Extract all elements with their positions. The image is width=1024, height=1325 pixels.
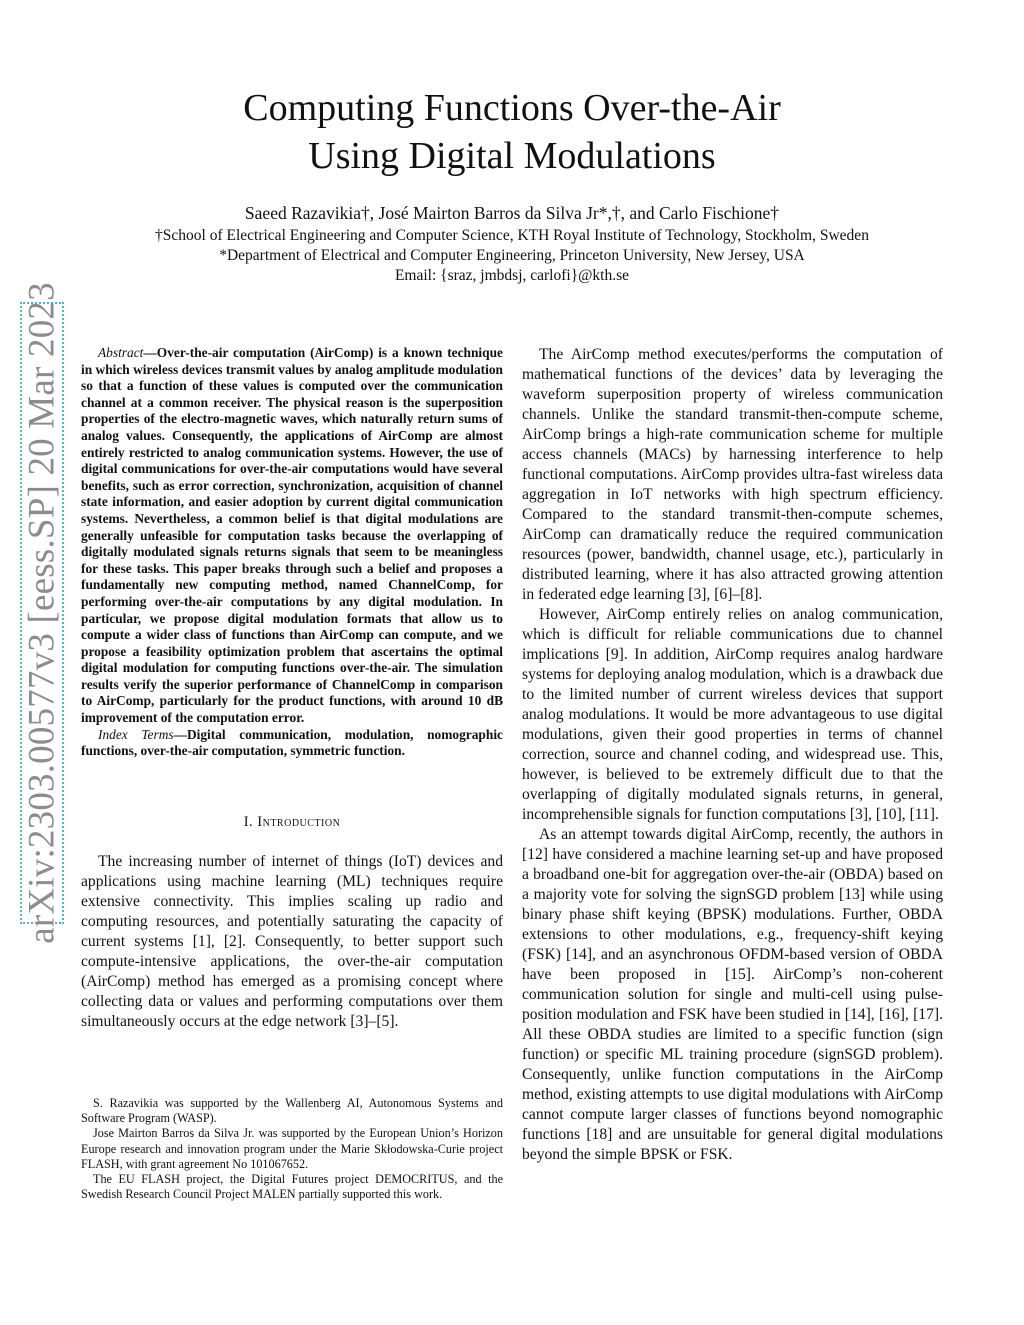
arxiv-stamp[interactable]: arXiv:2303.00577v3 [eess.SP] 20 Mar 2023 [21,282,63,944]
affiliation-kth: †School of Electrical Engineering and Computer Science, KTH Royal Institute of Technology, Stockholm, Sweden [155,227,869,244]
footnote-1: S. Razavikia was supported by the Wallenberg AI, Autonomous Systems and Software Program (WASP). [81,1096,503,1126]
title-line-1: Computing Functions Over-the-Air [243,87,781,129]
right-column [522,345,943,1165]
affiliation-princeton: *Department of Electrical and Computer Engineering, Princeton University, New Jersey, USA [219,247,805,264]
footnote-3: The EU FLASH project, the Digital Futures project DEMOCRITUS, and the Swedish Research Council Project MALEN partially supported this work. [81,1172,503,1202]
right-paragraph-2: However, AirComp entirely relies on analog communication, which is difficult for reliable communications due to channel implications [9]. In addition, AirComp requires analog hardware systems for deploying analog modulation, which is a drawback due to the limited number of current wireless devices that support analog modulations. It would be more advantageous to use digital modulations, given their good properties in terms of channel correction, source and channel coding, and widespread use. This, however, is believed to be extremely difficult due to that the overlapping of digitally modulated signals returns, in general, incomprehensible signals for function computations [3], [10], [11]. [522,606,943,823]
index-terms-label: Index Terms [98,726,174,742]
intro-paragraph: The increasing number of internet of things (IoT) devices and applications using machine learning (ML) techniques require extensive connectivity. This implies scaling up radio and computing resources, and potentially saturating the capacity of current systems [1], [2]. Consequently, to better support such compute-intensive applications, the over-the-air computation (AirComp) method has emerged as a promising concept where collecting data or values and performing computations over them simultaneously occurs at the edge network [3]–[5]. [81,852,503,1030]
author-list: Saeed Razavikia†, José Mairton Barros da Silva Jr*,†, and Carlo Fischione† [244,203,780,223]
right-paragraph-1: The AirComp method executes/performs the computation of mathematical functions of the devices’ data by leveraging the waveform superposition property of wireless communication channels. Unlike the standard transmit-then-compute scheme, AirComp brings a high-rate communication scheme for multiple access channels (MACs) by harnessing interference to help functional computations. AirComp provides ultra-fast wireless data aggregation in IoT networks with high spectrum efficiency. Compared to the standard transmit-then-compute schemes, AirComp can dramatically reduce the required communication resources (power, bandwidth, channel usage, etc.), particularly in distributed learning, where it has also attracted growing attention in federated edge learning [3], [6]–[8]. [522,346,943,603]
section-heading-introduction: I. Introduction [243,813,341,830]
abstract-text: —Over-the-air computation (AirComp) is a known technique in which wireless devices transmit values by analog amplitude modulation so that a function of these values is computed over the communication channel at a common receiver. The physical reason is the superposition properties of the electro-magnetic waves, which naturally return sums of analog values. Consequently, the applications of AirComp are almost entirely restricted to analog communication systems. However, the use of digital communications for over-the-air computations would have several benefits, such as error correction, synchronization, acquisition of channel state information, and easier adoption by current digital communication systems. Nevertheless, a common belief is that digital modulations are generally unfeasible for computation tasks because the overlapping of digitally modulated signals returns signals that seem to be meaningless for these tasks. This paper breaks through such a belief and proposes a fundamentally new computing method, named ChannelComp, for performing over-the-air computations by any digital modulation. In particular, we propose digital modulation formats that allow us to compute a wider class of functions than AirComp can compute, and we propose a feasibility optimization problem that ascertains the optimal digital modulation for computing functions over-the-air. The simulation results verify the superior performance of ChannelComp in comparison to AirComp, particularly for the product functions, with around 10 dB improvement of the computation error. [81,345,503,726]
title-line-2: Using Digital Modulations [308,135,716,177]
index-terms-text: —Digital communication, modulation, nomographic functions, over-the-air computation, symmetric function. [81,726,503,759]
abstract [81,345,503,727]
footnote-2: Jose Mairton Barros da Silva Jr. was supported by the European Union’s Horizon Europe research and innovation program under the Marie Skłodowska-Curie project FLASH, with grant agreement No 101067652. [81,1126,503,1171]
right-paragraph-3: As an attempt towards digital AirComp, recently, the authors in [12] have considered a machine learning set-up and have proposed a broadband one-bit for aggregation over-the-air (OBDA) based on a majority vote for solving the signSGD problem [13] while using binary phase shift keying (BPSK) modulations. Further, OBDA extensions to other modulations, e.g., frequency-shift keying (FSK) [14], and an asynchronous OFDM-based version of OBDA have been proposed in [15]. AirComp’s non-coherent communication solution for single and multi-cell using pulse-position modulation and FSK have been studied in [14], [16], [17]. All these OBDA studies are limited to a specific function (sign function) or specific ML training procedure (signSGD problem). Consequently, unlike function computations in the AirComp method, existing attempts to use digital modulations with AirComp cannot compute larger classes of functions beyond nomographic functions [18] and are unsuitable for general digital modulations beyond the simple BPSK or FSK. [522,826,943,1163]
paper-title [160,84,864,180]
left-column [81,345,503,1032]
footnotes [81,1096,503,1202]
author-email: Email: {sraz, jmbdsj, carlofi}@kth.se [394,267,630,284]
abstract-label: Abstract [98,345,144,360]
index-terms [81,727,503,760]
